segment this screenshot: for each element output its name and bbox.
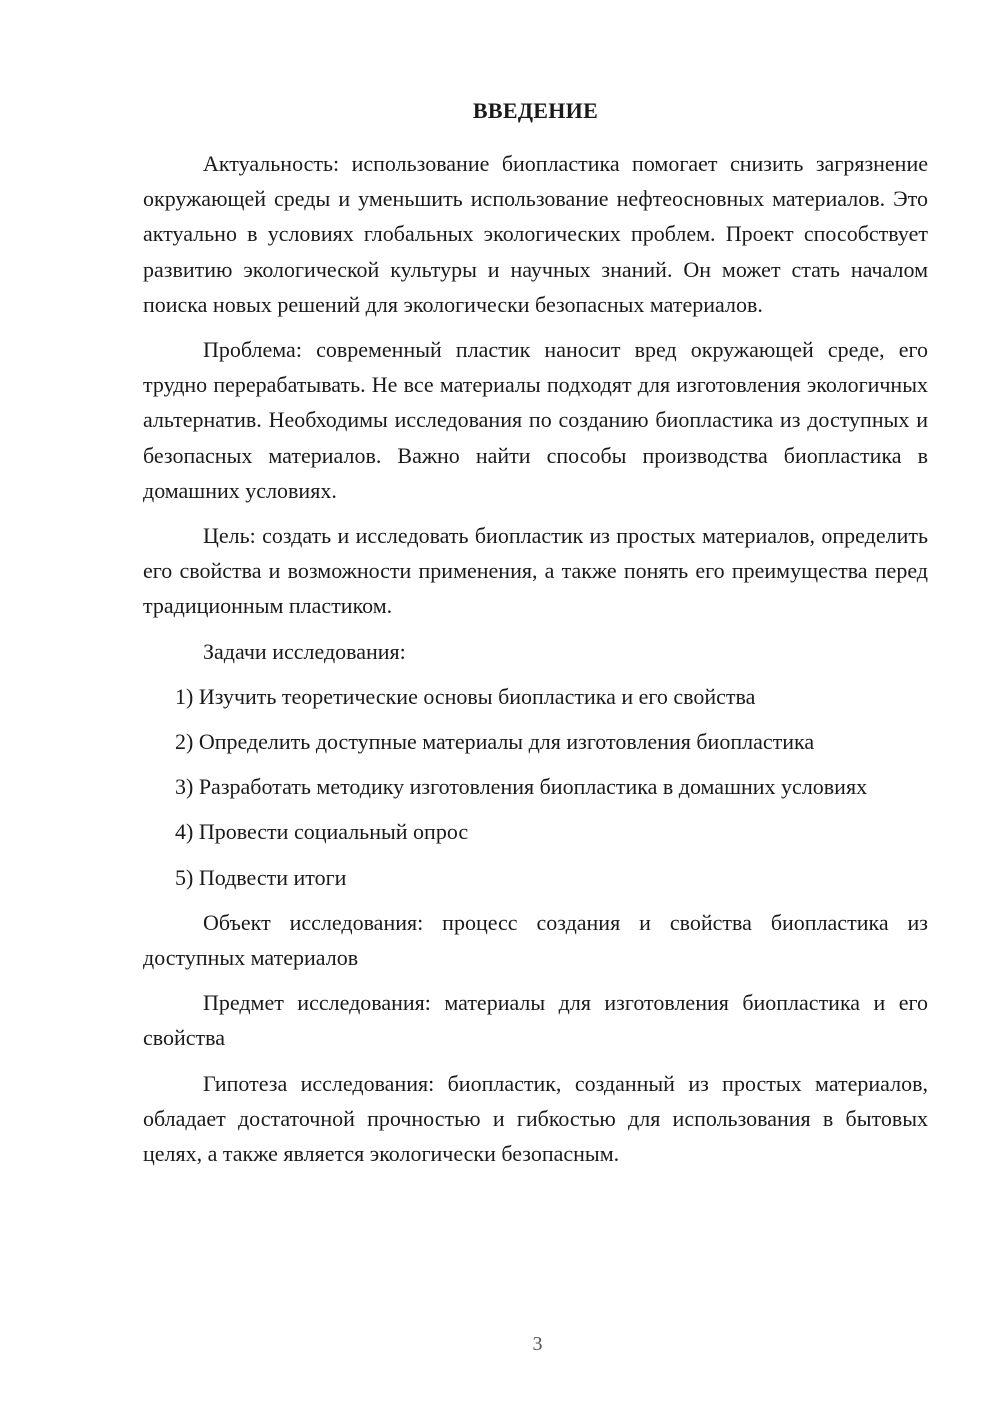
- section-heading: ВВЕДЕНИЕ: [472, 98, 599, 123]
- relevance-paragraph: Актуальность: использование биопластика помогает снизить загрязнение окружающей среды и уменьшить использование нефтеосновных материалов. Это актуально в условиях глобальных экологических проблем. Проект способствует развитию экологической культуры и научных знаний. Он может стать началом поиска новых решений для экологически безопасных материалов.: [143, 151, 928, 317]
- subject-paragraph: Предмет исследования: материалы для изготовления биопластика и его свойства: [143, 990, 928, 1051]
- task-item-2: 2) Определить доступные материалы для изготовления биопластика: [175, 729, 815, 755]
- page-number: 3: [532, 1333, 543, 1355]
- page-content: [143, 96, 928, 1181]
- task-item-1: 1) Изучить теоретические основы биопластика и его свойства: [175, 683, 756, 709]
- hypothesis-paragraph: Гипотеза исследования: биопластик, созданный из простых материалов, обладает достаточной прочностью и гибкостью для использования в бытовых целях, а также является экологически безопасным.: [143, 1070, 928, 1167]
- task-item-5: 5) Подвести итоги: [175, 864, 347, 890]
- tasks-title: Задачи исследования:: [203, 638, 406, 664]
- object-paragraph: Объект исследования: процесс создания и свойства биопластика из доступных материалов: [143, 909, 928, 971]
- task-item-4: 4) Провести социальный опрос: [175, 819, 469, 845]
- goal-paragraph: Цель: создать и исследовать биопластик из простых материалов, определить его свойства и возможности применения, а также понять его преимущества перед традиционным пластиком.: [143, 523, 928, 619]
- problem-paragraph: Проблема: современный пластик наносит вред окружающей среде, его трудно перерабатывать. Не все материалы подходят для изготовления экологичных альтернатив. Необходимы исследования по созданию биопластика из доступных и безопасных материалов. Важно найти способы производства биопластика в домашних условиях.: [143, 337, 928, 503]
- task-item-3: 3) Разработать методику изготовления биопластика в домашних условиях: [175, 774, 868, 800]
